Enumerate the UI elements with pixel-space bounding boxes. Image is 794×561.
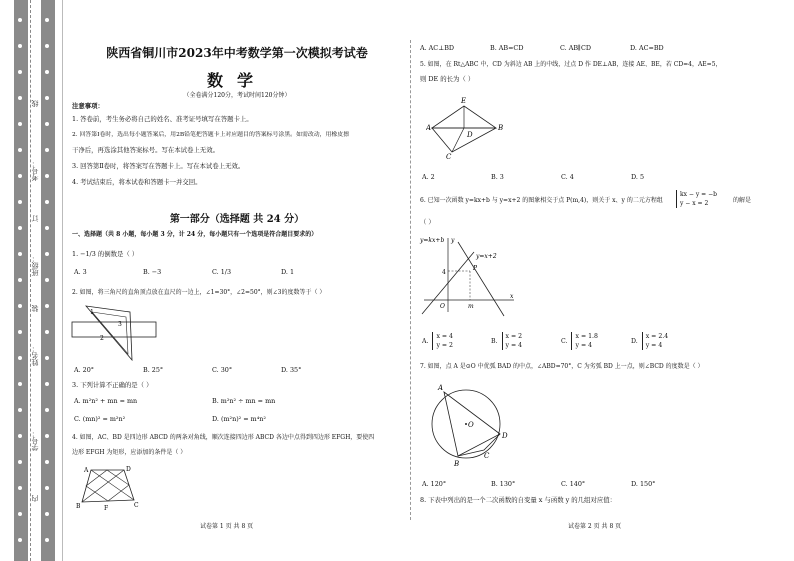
- svg-text:B: B: [498, 124, 504, 132]
- question-4-cont: 边形 EFGH 为矩形，应添加的条件是（ ）: [72, 449, 187, 456]
- binding-hole: [18, 252, 22, 256]
- option-a: A. 3: [74, 268, 87, 276]
- binding-label: 学号：: [31, 430, 39, 451]
- svg-text:O: O: [468, 421, 474, 429]
- binding-hole: [45, 200, 49, 204]
- line-label-x2: y=x+2: [476, 253, 497, 260]
- binding-hole: [45, 408, 49, 412]
- page-divider: [410, 40, 411, 520]
- option-b: B. 25°: [143, 366, 164, 374]
- svg-text:C: C: [446, 153, 452, 160]
- option-y: y = 4: [505, 342, 523, 349]
- ruler-triangle-figure: [70, 300, 160, 362]
- binding-hole: [45, 96, 49, 100]
- binding-hole: [18, 486, 22, 490]
- subject-heading: 数学: [206, 71, 267, 90]
- svg-text:B: B: [76, 503, 81, 510]
- binding-hole: [45, 226, 49, 230]
- binding-hole: [18, 408, 22, 412]
- option-key: B.: [491, 337, 498, 345]
- svg-text:D: D: [467, 131, 473, 139]
- question-7: 7. 如图，点 A 是⊙O 中优弧 BAD 的中点，∠ABD=70°，C 为劣弧 BD 上一点，则∠BCD 的度数是（ ）: [420, 363, 704, 370]
- notice-heading: 注意事项：: [72, 102, 104, 110]
- question-6-tail: 的解是: [733, 197, 752, 204]
- binding-hole: [45, 44, 49, 48]
- binding-hole: [45, 512, 49, 516]
- question-6-paren: （ ）: [420, 218, 435, 226]
- binding-hole: [45, 70, 49, 74]
- circle-figure: [422, 378, 512, 468]
- binding-cut-line: [30, 0, 32, 561]
- option-a: A. 20°: [74, 366, 95, 374]
- exam-note: （全卷满分120分，考试时间120分钟）: [183, 92, 291, 99]
- section-heading: 一、选择题（共 8 小题，每小题 3 分，计 24 分，每小题只有一个选项是符合题目要求的）: [72, 231, 318, 238]
- option-b: [491, 332, 522, 350]
- option-b: B. m²n² ÷ mn = mn: [212, 397, 276, 405]
- svg-text:A: A: [84, 467, 89, 474]
- linear-graph-figure: [418, 232, 518, 322]
- binding-hole: [18, 538, 22, 542]
- equation-1: kx − y = −b: [680, 191, 717, 198]
- binding-hole: [45, 278, 49, 282]
- y-axis-label: y: [451, 237, 455, 244]
- question-6: 6. 已知一次函数 y=kx+b 与 y=x+2 的图象相交于点 P(m,4)，则关于 x、y 的二元方程组: [420, 197, 663, 204]
- option-key: A.: [422, 337, 429, 345]
- binding-hole: [18, 44, 22, 48]
- binding-hole: [45, 122, 49, 126]
- question-5: 5. 如图，在 Rt△ABC 中，CD 为斜边 AB 上的中线，过点 D 作 DE⊥AB，连接 AE、BE，若 CD=4，AE=5，: [420, 61, 722, 68]
- notice-item: 2. 回答第Ⅰ卷时，选出每小题答案后，用2B铅笔把答题卡上对应题目的答案标号涂黑。如需改动，用橡皮擦: [72, 132, 350, 138]
- option-d: D. AC=BD: [630, 44, 664, 52]
- option-y: y = 4: [645, 342, 663, 349]
- option-c: C. 140°: [561, 480, 586, 488]
- binding-hole: [18, 382, 22, 386]
- option-c: C. 30°: [212, 366, 233, 374]
- svg-text:E: E: [461, 97, 467, 105]
- right-page: [418, 0, 788, 561]
- binding-hole: [45, 304, 49, 308]
- equation-2: y − x = 2: [680, 200, 709, 207]
- svg-text:D: D: [502, 432, 508, 440]
- binding-hole: [45, 252, 49, 256]
- option-y: y = 2: [436, 342, 453, 349]
- binding-hole: [18, 356, 22, 360]
- equation-system: [676, 190, 717, 208]
- part-heading: 第一部分（选择题 共 24 分）: [169, 214, 305, 225]
- notice-item: 3. 回答第Ⅱ卷时，将答案写在答题卡上。写在本试卷上无效。: [72, 162, 245, 170]
- binding-hole: [18, 200, 22, 204]
- question-4: 4. 如图，AC、BD 是四边形 ABCD 的两条对角线，顺次连接四边形 ABCD 各边中点得到四边形 EFGH，要使四: [72, 434, 375, 441]
- binding-label: 内: [31, 495, 39, 502]
- quadrilateral-figure: [76, 462, 146, 512]
- binding-label: 班级：: [31, 255, 39, 276]
- exam-title: 陕西省铜川市2023年中考数学第一次模拟考试卷: [106, 46, 368, 60]
- binding-hole: [45, 356, 49, 360]
- binding-hole: [45, 18, 49, 22]
- option-b: B. −3: [143, 268, 162, 276]
- option-key: C.: [561, 337, 568, 345]
- notice-item: 4. 考试结束后，将本试卷和答题卡一并交回。: [72, 178, 202, 186]
- option-d: D. 35°: [281, 366, 302, 374]
- binding-hole: [45, 330, 49, 334]
- svg-text:B: B: [454, 460, 460, 468]
- binding-hole: [18, 174, 22, 178]
- option-key: D.: [631, 337, 638, 345]
- binding-hole: [45, 434, 49, 438]
- svg-text:A: A: [438, 384, 444, 392]
- x-axis-label: x: [510, 293, 514, 300]
- binding-hole: [18, 226, 22, 230]
- binding-hole: [18, 278, 22, 282]
- binding-label: 姓名：: [31, 345, 39, 366]
- binding-label: 装: [31, 305, 39, 312]
- svg-text:A: A: [426, 124, 432, 132]
- option-a: A. AC⊥BD: [420, 44, 455, 52]
- binding-hole: [18, 70, 22, 74]
- option-d: D. (m²n)² = m⁴n²: [212, 415, 266, 423]
- binding-hole: [18, 304, 22, 308]
- svg-text:1: 1: [90, 309, 94, 316]
- binding-hole: [18, 512, 22, 516]
- svg-text:D: D: [126, 466, 131, 473]
- binding-hole: [18, 148, 22, 152]
- binding-label: 订: [31, 215, 39, 222]
- option-b: B. 130°: [491, 480, 516, 488]
- option-b: B. AB=CD: [490, 44, 524, 52]
- origin-label: O: [440, 303, 445, 310]
- page-footer: 试卷第 2 页 共 8 页: [568, 523, 622, 530]
- option-a: A. 2: [422, 173, 435, 181]
- option-y: y = 4: [575, 342, 593, 349]
- option-x: x = 2: [505, 333, 523, 340]
- option-x: x = 1.8: [575, 333, 598, 340]
- option-d: D. 150°: [631, 480, 656, 488]
- notice-item: 1. 答卷前，考生务必将自己的姓名、准考证号填写在答题卡上。: [72, 115, 253, 123]
- binding-hole: [45, 148, 49, 152]
- option-d: D. 5: [631, 173, 645, 181]
- question-2: 2. 如图，将三角尺的直角顶点放在直尺的一边上，∠1=30°，∠2=50°，则∠3的度数等于（ ）: [72, 289, 326, 296]
- binding-hole: [45, 174, 49, 178]
- svg-text:2: 2: [100, 335, 104, 342]
- option-a: A. m²n² + mn = mn: [74, 397, 138, 405]
- option-c: C. 4: [561, 173, 574, 181]
- option-x: x = 4: [436, 333, 453, 340]
- option-c: [561, 332, 598, 350]
- binding-label: 线: [31, 100, 39, 107]
- line-label-kx: y=kx+b: [420, 237, 445, 244]
- left-page: [70, 0, 404, 561]
- question-8: 8. 下表中列出的是一个二次函数的自变量 x 与函数 y 的几组对应值：: [420, 496, 617, 504]
- binding-hole: [18, 18, 22, 22]
- binding-hole: [18, 460, 22, 464]
- option-x: x = 2.4: [645, 333, 669, 340]
- option-d: D. 1: [281, 268, 295, 276]
- binding-margin: [0, 0, 63, 561]
- binding-hole: [45, 382, 49, 386]
- question-5-cont: 则 DE 的长为（ ）: [420, 75, 475, 83]
- binding-hole: [45, 538, 49, 542]
- binding-hole: [45, 486, 49, 490]
- binding-hole: [45, 460, 49, 464]
- right-triangle-figure: [426, 92, 516, 160]
- binding-hole: [18, 96, 22, 100]
- option-c: C. 1/3: [212, 268, 232, 276]
- tick-m-label: m: [468, 303, 474, 310]
- option-c: C. (mn)² = m²n²: [74, 415, 126, 423]
- svg-text:C: C: [134, 502, 139, 509]
- option-a: [422, 332, 453, 350]
- tick-4-label: 4: [442, 269, 446, 276]
- notice-item: 干净后，再选涂其他答案标号。写在本试卷上无效。: [72, 146, 219, 154]
- option-c: C. AB∥CD: [560, 44, 592, 52]
- svg-text:3: 3: [118, 321, 122, 328]
- page-footer: 试卷第 1 页 共 8 页: [200, 523, 254, 530]
- option-d: [631, 332, 668, 350]
- option-b: B. 3: [491, 173, 504, 181]
- binding-hole: [18, 330, 22, 334]
- option-a: A. 120°: [422, 480, 447, 488]
- question-1: 1. −1/3 的倒数是（ ）: [72, 250, 139, 258]
- svg-text:C: C: [484, 452, 490, 460]
- point-p-label: P: [473, 265, 478, 272]
- binding-hole: [18, 122, 22, 126]
- binding-label: 考号：: [31, 160, 39, 181]
- svg-text:F: F: [104, 505, 109, 512]
- binding-hole: [18, 434, 22, 438]
- question-3: 3. 下列计算不正确的是（ ）: [72, 381, 153, 389]
